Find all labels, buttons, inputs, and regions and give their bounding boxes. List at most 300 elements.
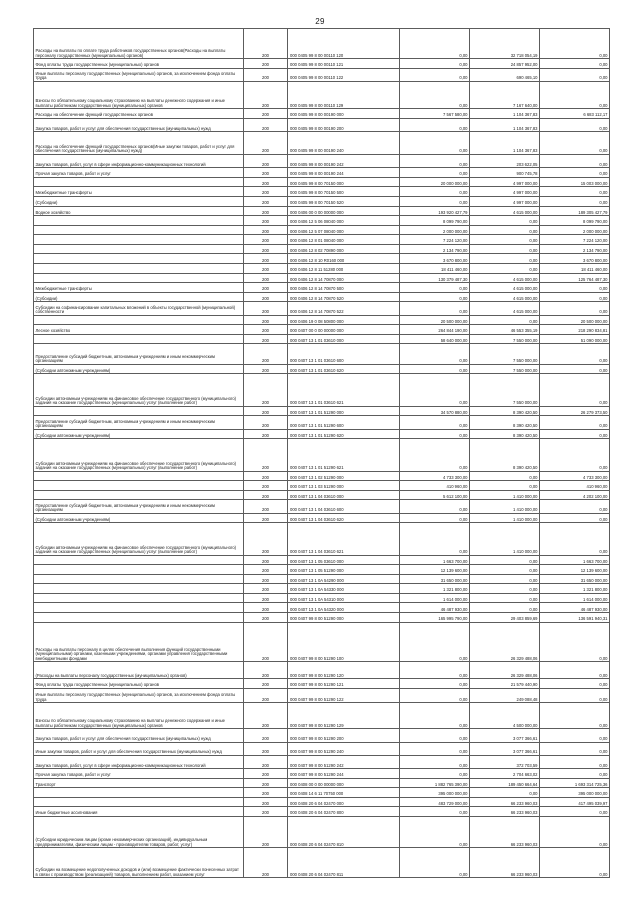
row-classification-code-cell: 000 0408 20 6 04 02470 810	[288, 816, 400, 847]
row-admin-code-cell: 200	[244, 679, 288, 689]
row-remaining-amount-cell: 0,00	[540, 292, 610, 302]
row-planned-amount-cell: 0,00	[400, 523, 470, 555]
row-remaining-amount-cell: 2 000 000,00	[540, 225, 610, 235]
table-row	[34, 264, 610, 274]
row-classification-code-cell: 000 0407 13 1 01 03610 621	[288, 374, 400, 406]
table-row	[34, 603, 610, 613]
row-planned-amount-cell: 410 960,00	[400, 481, 470, 491]
row-remaining-amount-cell: 0,00	[540, 364, 610, 374]
table-row	[34, 235, 610, 245]
row-remaining-amount-cell: 0,00	[540, 755, 610, 768]
row-admin-code-cell: 200	[244, 59, 288, 69]
row-planned-amount-cell: 0,00	[400, 168, 470, 178]
row-remaining-amount-cell: 15 003 000,00	[540, 177, 610, 187]
row-planned-amount-cell: 0,00	[400, 703, 470, 729]
row-name-cell: (Расходы на выплаты персоналу государственных (муниципальных) органов)	[34, 662, 244, 679]
row-executed-amount-cell: 0,00	[470, 584, 540, 594]
row-planned-amount-cell: 0,00	[400, 81, 470, 109]
row-classification-code-cell: 000 0407 13 1 05 51290 000	[288, 565, 400, 575]
row-admin-code-cell: 200	[244, 778, 288, 788]
row-executed-amount-cell: 4 500 000,00	[470, 703, 540, 729]
row-admin-code-cell: 200	[244, 490, 288, 500]
row-admin-code-cell: 200	[244, 81, 288, 109]
row-planned-amount-cell: 0,00	[400, 374, 470, 406]
row-remaining-amount-cell: 20 500 000,00	[540, 315, 610, 325]
row-planned-amount-cell: 1 882 765 390,00	[400, 778, 470, 788]
row-classification-code-cell: 000 0407 13 1 0A 54320 000	[288, 603, 400, 613]
row-executed-amount-cell: 66 233 960,03	[470, 797, 540, 807]
row-name-cell	[34, 216, 244, 226]
row-admin-code-cell: 200	[244, 622, 288, 662]
row-executed-amount-cell: 0,00	[470, 565, 540, 575]
row-classification-code-cell: 000 0405 99 8 00 00110 120	[288, 29, 400, 59]
row-remaining-amount-cell: 0,00	[540, 769, 610, 779]
row-admin-code-cell: 200	[244, 729, 288, 742]
row-planned-amount-cell: 0,00	[400, 679, 470, 689]
row-classification-code-cell: 000 0408 00 0 00 00000 000	[288, 778, 400, 788]
row-executed-amount-cell: 249 088,48	[470, 688, 540, 702]
row-remaining-amount-cell: 0,00	[540, 513, 610, 523]
row-classification-code-cell: 000 0407 13 1 04 03610 000	[288, 490, 400, 500]
table-row	[34, 481, 610, 491]
row-remaining-amount-cell: 0,00	[540, 742, 610, 755]
row-remaining-amount-cell: 0,00	[540, 283, 610, 293]
row-planned-amount-cell: 130 379 487,30	[400, 273, 470, 283]
row-classification-code-cell: 000 0405 99 8 00 00190 200	[288, 118, 400, 131]
row-remaining-amount-cell: 0,00	[540, 68, 610, 81]
row-planned-amount-cell: 0,00	[400, 187, 470, 197]
row-planned-amount-cell: 0,00	[400, 59, 470, 69]
row-executed-amount-cell: 1 104 367,83	[470, 132, 540, 155]
row-name-cell: Расходы на обеспечение функций государственных органов	[34, 109, 244, 119]
row-admin-code-cell: 200	[244, 471, 288, 481]
row-planned-amount-cell: 20 500 000,00	[400, 315, 470, 325]
row-admin-code-cell: 200	[244, 429, 288, 439]
row-admin-code-cell: 200	[244, 206, 288, 216]
row-name-cell: Закупка товаров, работ и услуг для обеспечения государственных (муниципальных) нужд	[34, 118, 244, 131]
row-name-cell	[34, 584, 244, 594]
row-admin-code-cell: 200	[244, 154, 288, 167]
row-classification-code-cell: 000 0405 99 8 00 00110 129	[288, 81, 400, 109]
row-admin-code-cell: 200	[244, 788, 288, 798]
row-planned-amount-cell: 3 670 800,00	[400, 254, 470, 264]
row-classification-code-cell: 000 0406 12 8 14 70870 500	[288, 283, 400, 293]
table-row	[34, 315, 610, 325]
row-name-cell	[34, 797, 244, 807]
row-planned-amount-cell: 0,00	[400, 429, 470, 439]
row-executed-amount-cell: 0,00	[470, 481, 540, 491]
row-admin-code-cell: 200	[244, 593, 288, 603]
row-classification-code-cell: 000 0407 13 1 04 03610 621	[288, 523, 400, 555]
table-row	[34, 778, 610, 788]
row-admin-code-cell: 200	[244, 688, 288, 702]
row-planned-amount-cell: 0,00	[400, 500, 470, 513]
row-admin-code-cell: 200	[244, 187, 288, 197]
row-classification-code-cell: 000 0406 12 8 02 70890 000	[288, 244, 400, 254]
row-remaining-amount-cell: 395 000 000,00	[540, 788, 610, 798]
row-planned-amount-cell: 0,00	[400, 816, 470, 847]
row-executed-amount-cell: 0,00	[470, 225, 540, 235]
row-executed-amount-cell: 4 997 000,00	[470, 187, 540, 197]
row-executed-amount-cell: 7 550 000,00	[470, 374, 540, 406]
row-admin-code-cell: 200	[244, 283, 288, 293]
row-planned-amount-cell: 12 139 600,00	[400, 565, 470, 575]
row-classification-code-cell: 000 0407 99 8 00 51290 122	[288, 688, 400, 702]
row-planned-amount-cell: 264 844 190,00	[400, 325, 470, 335]
row-remaining-amount-cell: 0,00	[540, 429, 610, 439]
row-remaining-amount-cell: 417 495 039,97	[540, 797, 610, 807]
row-admin-code-cell: 200	[244, 364, 288, 374]
row-planned-amount-cell: 0,00	[400, 154, 470, 167]
row-remaining-amount-cell: 7 224 120,00	[540, 235, 610, 245]
row-name-cell	[34, 254, 244, 264]
row-executed-amount-cell: 0,00	[470, 235, 540, 245]
table-row	[34, 848, 610, 878]
row-remaining-amount-cell: 6 683 112,17	[540, 109, 610, 119]
row-remaining-amount-cell: 0,00	[540, 59, 610, 69]
table-row	[34, 622, 610, 662]
row-executed-amount-cell: 29 403 859,69	[470, 613, 540, 623]
row-classification-code-cell: 000 0408 20 6 04 02470 000	[288, 797, 400, 807]
table-row	[34, 206, 610, 216]
table-row	[34, 471, 610, 481]
row-classification-code-cell: 000 0407 13 1 03 51290 000	[288, 481, 400, 491]
table-row	[34, 29, 610, 59]
row-admin-code-cell: 200	[244, 584, 288, 594]
row-remaining-amount-cell: 51 090 000,00	[540, 334, 610, 344]
row-admin-code-cell: 200	[244, 132, 288, 155]
row-name-cell	[34, 406, 244, 416]
row-name-cell	[34, 603, 244, 613]
row-executed-amount-cell: 4 615 000,00	[470, 292, 540, 302]
row-planned-amount-cell: 20 000 000,00	[400, 177, 470, 187]
row-admin-code-cell: 200	[244, 500, 288, 513]
row-executed-amount-cell: 2 704 663,02	[470, 769, 540, 779]
row-remaining-amount-cell: 0,00	[540, 302, 610, 315]
row-executed-amount-cell: 0,00	[470, 471, 540, 481]
table-row	[34, 807, 610, 817]
row-name-cell	[34, 574, 244, 584]
row-classification-code-cell: 000 0406 12 8 14 70870 520	[288, 292, 400, 302]
row-admin-code-cell: 200	[244, 523, 288, 555]
row-planned-amount-cell: 31 650 000,00	[400, 574, 470, 584]
row-planned-amount-cell: 0,00	[400, 29, 470, 59]
row-planned-amount-cell: 0,00	[400, 688, 470, 702]
row-name-cell: (Субсидии автономным учреждениям)	[34, 513, 244, 523]
table-row	[34, 244, 610, 254]
row-planned-amount-cell: 0,00	[400, 416, 470, 429]
row-name-cell: Расходы на выплаты персоналу в целях обеспечения выполнения функций государственными (муниципальными) органами, казенными учреждениями, органами управления государственными внебюджетными фондами	[34, 622, 244, 662]
row-planned-amount-cell: 7 567 580,00	[400, 109, 470, 119]
row-name-cell: Взносы по обязательному социальному страхованию на выплаты денежного содержания и иные выплаты работникам государственных (муниципальных) органов	[34, 81, 244, 109]
row-executed-amount-cell: 26 329 488,06	[470, 622, 540, 662]
table-row	[34, 109, 610, 119]
row-classification-code-cell: 000 0407 99 8 00 51290 120	[288, 662, 400, 679]
table-row	[34, 555, 610, 565]
row-classification-code-cell: 000 0407 00 0 00 00000 000	[288, 325, 400, 335]
row-planned-amount-cell: 58 640 000,00	[400, 334, 470, 344]
row-admin-code-cell: 200	[244, 216, 288, 226]
row-name-cell: Межбюджетные трансферты	[34, 187, 244, 197]
row-executed-amount-cell: 690 465,10	[470, 68, 540, 81]
row-executed-amount-cell: 1 104 367,83	[470, 109, 540, 119]
table-row	[34, 364, 610, 374]
row-name-cell	[34, 613, 244, 623]
row-remaining-amount-cell: 2 134 790,00	[540, 244, 610, 254]
row-classification-code-cell: 000 0407 13 1 0A 54310 000	[288, 593, 400, 603]
row-remaining-amount-cell: 4 733 300,00	[540, 471, 610, 481]
row-name-cell	[34, 177, 244, 187]
row-remaining-amount-cell: 0,00	[540, 523, 610, 555]
page-number: 29	[315, 17, 325, 26]
row-classification-code-cell: 000 0407 13 1 01 51290 600	[288, 416, 400, 429]
row-admin-code-cell: 200	[244, 816, 288, 847]
row-remaining-amount-cell: 0,00	[540, 344, 610, 364]
row-remaining-amount-cell: 31 650 000,00	[540, 574, 610, 584]
row-classification-code-cell: 000 0405 99 8 00 00190 240	[288, 132, 400, 155]
row-remaining-amount-cell: 0,00	[540, 118, 610, 131]
table-row	[34, 816, 610, 847]
row-remaining-amount-cell: 0,00	[540, 848, 610, 878]
row-executed-amount-cell: 4 615 000,00	[470, 302, 540, 315]
row-classification-code-cell: 000 0407 13 1 01 03610 000	[288, 334, 400, 344]
row-planned-amount-cell: 0,00	[400, 755, 470, 768]
row-admin-code-cell: 200	[244, 118, 288, 131]
row-remaining-amount-cell: 0,00	[540, 622, 610, 662]
row-planned-amount-cell: 0,00	[400, 196, 470, 206]
table-row	[34, 416, 610, 429]
row-planned-amount-cell: 2 134 790,00	[400, 244, 470, 254]
row-remaining-amount-cell: 136 591 940,31	[540, 613, 610, 623]
row-executed-amount-cell: 1 410 000,00	[470, 490, 540, 500]
row-executed-amount-cell: 26 329 488,06	[470, 662, 540, 679]
table-row	[34, 742, 610, 755]
table-row	[34, 196, 610, 206]
row-planned-amount-cell: 0,00	[400, 344, 470, 364]
row-executed-amount-cell: 4 615 000,00	[470, 273, 540, 283]
row-planned-amount-cell: 2 000 000,00	[400, 225, 470, 235]
row-remaining-amount-cell: 1 614 000,00	[540, 593, 610, 603]
row-planned-amount-cell: 0,00	[400, 439, 470, 471]
row-executed-amount-cell: 372 703,59	[470, 755, 540, 768]
table-row	[34, 769, 610, 779]
row-planned-amount-cell: 0,00	[400, 364, 470, 374]
table-row	[34, 513, 610, 523]
row-executed-amount-cell: 66 233 960,03	[470, 816, 540, 847]
row-remaining-amount-cell: 4 202 100,00	[540, 490, 610, 500]
row-name-cell	[34, 315, 244, 325]
row-admin-code-cell: 200	[244, 565, 288, 575]
row-executed-amount-cell: 7 550 000,00	[470, 344, 540, 364]
row-name-cell: Иные закупки товаров, работ и услуг для обеспечения государственных (муниципальных) нужд	[34, 742, 244, 755]
row-name-cell: Субсидии автономным учреждениям на финансовое обеспечение государственного (муниципального) задания на оказание государственных (муниципальных) услуг (выполнение работ)	[34, 374, 244, 406]
row-planned-amount-cell: 0,00	[400, 283, 470, 293]
row-remaining-amount-cell: 0,00	[540, 807, 610, 817]
row-admin-code-cell: 200	[244, 755, 288, 768]
row-classification-code-cell: 000 0405 99 8 00 70150 500	[288, 187, 400, 197]
row-admin-code-cell: 200	[244, 807, 288, 817]
row-name-cell: Субсидии на софинансирование капитальных вложений в объекты государственной (муниципальной) собственности	[34, 302, 244, 315]
row-admin-code-cell: 200	[244, 769, 288, 779]
row-admin-code-cell: 200	[244, 416, 288, 429]
row-executed-amount-cell: 8 390 420,50	[470, 439, 540, 471]
row-classification-code-cell: 000 0407 99 8 00 51290 129	[288, 703, 400, 729]
row-planned-amount-cell: 7 224 120,00	[400, 235, 470, 245]
row-planned-amount-cell: 0,00	[400, 807, 470, 817]
table-row	[34, 132, 610, 155]
table-row	[34, 613, 610, 623]
table-row	[34, 593, 610, 603]
row-admin-code-cell: 200	[244, 196, 288, 206]
table-row	[34, 490, 610, 500]
row-name-cell: Субсидии автономным учреждениям на финансовое обеспечение государственного (муниципального) задания на оказание государственных (муниципальных) услуг (выполнение работ)	[34, 439, 244, 471]
row-classification-code-cell: 000 0406 12 8 14 70870 000	[288, 273, 400, 283]
row-planned-amount-cell: 395 000 000,00	[400, 788, 470, 798]
row-remaining-amount-cell: 189 305 427,79	[540, 206, 610, 216]
row-classification-code-cell: 000 0406 12 8 14 70870 522	[288, 302, 400, 315]
row-remaining-amount-cell: 1 663 700,00	[540, 555, 610, 565]
row-admin-code-cell: 200	[244, 273, 288, 283]
table-row	[34, 565, 610, 575]
row-planned-amount-cell: 0,00	[400, 622, 470, 662]
row-classification-code-cell: 000 0406 12 8 10 R0160 000	[288, 254, 400, 264]
row-classification-code-cell: 000 0408 20 6 04 02470 811	[288, 848, 400, 878]
row-name-cell	[34, 244, 244, 254]
row-admin-code-cell: 200	[244, 406, 288, 416]
row-remaining-amount-cell: 0,00	[540, 29, 610, 59]
row-name-cell: Субсидии автономным учреждениям на финансовое обеспечение государственного (муниципального) задания на оказание государственных (муниципальных) услуг (выполнение работ)	[34, 523, 244, 555]
row-executed-amount-cell: 0,00	[470, 244, 540, 254]
row-admin-code-cell: 200	[244, 29, 288, 59]
row-executed-amount-cell: 8 390 420,50	[470, 416, 540, 429]
row-planned-amount-cell: 0,00	[400, 292, 470, 302]
row-executed-amount-cell: 0,00	[470, 593, 540, 603]
row-classification-code-cell: 000 0407 99 8 00 51290 244	[288, 769, 400, 779]
row-name-cell: Закупка товаров, работ, услуг в сфере информационно-коммуникационных технологий	[34, 755, 244, 768]
row-admin-code-cell: 200	[244, 439, 288, 471]
row-name-cell: Предоставление субсидий бюджетным, автономным учреждениям и иным некоммерческим организациям	[34, 344, 244, 364]
row-remaining-amount-cell: 0,00	[540, 196, 610, 206]
row-remaining-amount-cell: 3 670 800,00	[540, 254, 610, 264]
table-row	[34, 225, 610, 235]
row-admin-code-cell: 200	[244, 109, 288, 119]
row-executed-amount-cell: 8 390 420,50	[470, 406, 540, 416]
table-row	[34, 283, 610, 293]
table-row	[34, 574, 610, 584]
row-admin-code-cell: 200	[244, 302, 288, 315]
row-name-cell: (Субсидии)	[34, 196, 244, 206]
row-remaining-amount-cell: 8 099 790,00	[540, 216, 610, 226]
table-row	[34, 187, 610, 197]
row-admin-code-cell: 200	[244, 292, 288, 302]
row-name-cell: Закупка товаров, работ, услуг в сфере информационно-коммуникационных технологий	[34, 154, 244, 167]
row-classification-code-cell: 000 0407 13 1 01 03610 620	[288, 364, 400, 374]
row-admin-code-cell: 200	[244, 513, 288, 523]
table-row	[34, 374, 610, 406]
row-name-cell	[34, 565, 244, 575]
table-row	[34, 254, 610, 264]
row-name-cell: Водное хозяйство	[34, 206, 244, 216]
row-remaining-amount-cell: 1 693 314 725,36	[540, 778, 610, 788]
row-planned-amount-cell: 0,00	[400, 729, 470, 742]
row-executed-amount-cell: 1 410 000,00	[470, 513, 540, 523]
row-name-cell	[34, 490, 244, 500]
row-name-cell: Иные выплаты персоналу государственных (муниципальных) органов, за исключением фонда оплаты труда	[34, 688, 244, 702]
row-executed-amount-cell: 4 615 000,00	[470, 206, 540, 216]
table-row	[34, 59, 610, 69]
row-name-cell	[34, 264, 244, 274]
row-admin-code-cell: 200	[244, 603, 288, 613]
row-admin-code-cell: 200	[244, 742, 288, 755]
row-classification-code-cell: 000 0405 99 8 00 00190 244	[288, 168, 400, 178]
row-planned-amount-cell: 0,00	[400, 118, 470, 131]
row-executed-amount-cell: 0,00	[470, 603, 540, 613]
row-admin-code-cell: 200	[244, 703, 288, 729]
row-admin-code-cell: 200	[244, 254, 288, 264]
row-classification-code-cell: 000 0407 99 8 00 51290 000	[288, 613, 400, 623]
table-row	[34, 334, 610, 344]
table-row	[34, 406, 610, 416]
row-name-cell: Прочая закупка товаров, работ и услуг	[34, 769, 244, 779]
row-remaining-amount-cell: 0,00	[540, 816, 610, 847]
row-classification-code-cell: 000 0407 13 1 05 03610 000	[288, 555, 400, 565]
row-classification-code-cell: 000 0406 12 5 07 08040 000	[288, 225, 400, 235]
row-admin-code-cell: 200	[244, 225, 288, 235]
row-classification-code-cell: 000 0407 13 1 01 51290 000	[288, 406, 400, 416]
row-executed-amount-cell: 66 233 960,03	[470, 848, 540, 878]
row-classification-code-cell: 000 0406 00 0 00 00000 000	[288, 206, 400, 216]
row-classification-code-cell: 000 0407 13 1 0A 54330 000	[288, 584, 400, 594]
row-remaining-amount-cell: 0,00	[540, 187, 610, 197]
row-planned-amount-cell: 0,00	[400, 302, 470, 315]
row-remaining-amount-cell: 0,00	[540, 374, 610, 406]
table-row	[34, 439, 610, 471]
row-executed-amount-cell: 32 718 054,19	[470, 29, 540, 59]
row-remaining-amount-cell: 0,00	[540, 154, 610, 167]
row-name-cell: (Субсидии юридическим лицам (кроме некоммерческих организаций), индивидуальным предпринимателям, физическим лицам - производителям товаров, работ, услуг)	[34, 816, 244, 847]
row-classification-code-cell: 000 0405 99 8 00 00110 121	[288, 59, 400, 69]
row-name-cell: Расходы на выплаты по оплате труда работников государственных органов(Расходы на выплаты персоналу государственных (муниципальных) органов)	[34, 29, 244, 59]
row-admin-code-cell: 200	[244, 374, 288, 406]
row-planned-amount-cell: 18 411 460,00	[400, 264, 470, 274]
table-row	[34, 755, 610, 768]
row-admin-code-cell: 200	[244, 574, 288, 584]
table-row	[34, 703, 610, 729]
row-executed-amount-cell: 0,00	[470, 315, 540, 325]
row-classification-code-cell: 000 0405 99 8 00 70150 520	[288, 196, 400, 206]
row-executed-amount-cell: 7 550 000,00	[470, 334, 540, 344]
row-classification-code-cell: 000 0405 99 8 00 00190 242	[288, 154, 400, 167]
row-name-cell: Межбюджетные трансферты	[34, 283, 244, 293]
table-row	[34, 273, 610, 283]
row-remaining-amount-cell: 18 411 460,00	[540, 264, 610, 274]
row-name-cell	[34, 481, 244, 491]
row-executed-amount-cell: 900 745,78	[470, 168, 540, 178]
row-executed-amount-cell: 0,00	[470, 264, 540, 274]
row-planned-amount-cell: 1 663 700,00	[400, 555, 470, 565]
row-classification-code-cell: 000 0407 13 1 01 03610 600	[288, 344, 400, 364]
table-row	[34, 302, 610, 315]
row-classification-code-cell: 000 0408 20 6 04 02470 800	[288, 807, 400, 817]
row-executed-amount-cell: 0,00	[470, 254, 540, 264]
row-name-cell: Закупка товаров, работ и услуг для обеспечения государственных (муниципальных) нужд	[34, 729, 244, 742]
table-row	[34, 344, 610, 364]
row-name-cell: Фонд оплаты труда государственных (муниципальных) органов	[34, 679, 244, 689]
row-name-cell: Расходы на обеспечение функций государственных органов(Иные закупки товаров, работ и услуг для обеспечения государственных (муниципальных) нужд)	[34, 132, 244, 155]
row-admin-code-cell: 200	[244, 168, 288, 178]
row-admin-code-cell: 200	[244, 613, 288, 623]
row-executed-amount-cell: 4 615 000,00	[470, 283, 540, 293]
